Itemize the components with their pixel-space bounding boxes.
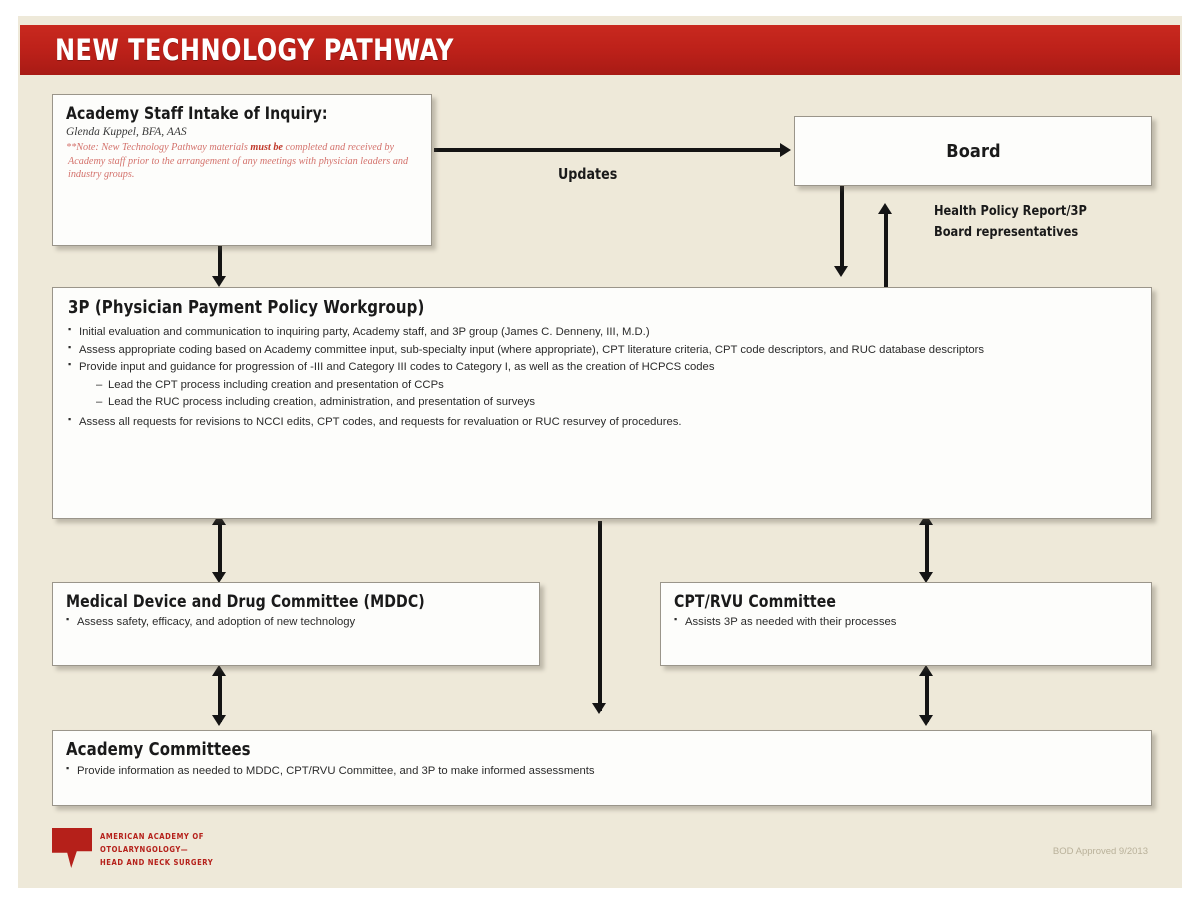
board-title: Board bbox=[946, 141, 1001, 162]
intake-note bbox=[66, 141, 419, 182]
intake-note-bold: must be bbox=[250, 142, 283, 153]
connector-board-to-3p-line bbox=[840, 186, 844, 270]
threep-bullet-2: ▪ Assess appropriate coding based on Academy committee input, sub-specialty input (where appropriate), CPT literature criteria, CPT code descriptors, and RUC database descriptors bbox=[68, 342, 1135, 359]
node-cpt-rvu-committee[interactable] bbox=[660, 582, 1152, 666]
connector-3p-to-academy-line bbox=[598, 521, 602, 711]
connector-3p-to-board-line bbox=[884, 212, 888, 288]
logo-line-3: HEAD AND NECK SURGERY bbox=[100, 858, 214, 868]
node-academy-staff-intake[interactable] bbox=[52, 94, 432, 246]
threep-sub-bullet-1: – Lead the CPT process including creation and presentation of CCPs bbox=[94, 377, 1135, 394]
logo-line-1: AMERICAN ACADEMY OF bbox=[100, 832, 204, 841]
cptrvu-bullet-1: ▪ Assists 3P as needed with their processes bbox=[674, 614, 1139, 631]
threep-bullet-list bbox=[68, 324, 1135, 376]
connector-intake-to-board-arrowhead bbox=[780, 143, 791, 157]
connector-mddc-academy-arrowhead-up bbox=[212, 665, 226, 676]
threep-last-bullet-list bbox=[68, 414, 1135, 431]
academy-committees-bullet-list bbox=[66, 763, 1139, 780]
edge-label-health-policy-line1: Health Policy Report/3P bbox=[934, 203, 1087, 219]
cptrvu-title: CPT/RVU Committee bbox=[674, 592, 837, 611]
edge-label-health-policy-line2: Board representatives bbox=[934, 224, 1079, 240]
intake-title: Academy Staff Intake of Inquiry: bbox=[66, 104, 328, 123]
threep-sub-bullet-list bbox=[94, 377, 1135, 411]
academy-committees-title: Academy Committees bbox=[66, 740, 251, 760]
connector-mddc-academy-arrowhead-down bbox=[212, 715, 226, 726]
logo-line-2: OTOLARYNGOLOGY— bbox=[100, 845, 189, 855]
mddc-title: Medical Device and Drug Committee (MDDC) bbox=[66, 592, 425, 611]
connector-board-to-3p-arrowhead bbox=[834, 266, 848, 277]
mddc-bullet-list bbox=[66, 614, 527, 631]
threep-bullet-1: ▪ Initial evaluation and communication to inquiring party, Academy staff, and 3P group (James C. Denneny, III, M.D.) bbox=[68, 324, 1135, 341]
connector-3p-cptrvu-line bbox=[925, 521, 929, 579]
connector-3p-mddc-line bbox=[218, 521, 222, 579]
threep-bullet-4: ▪ Assess all requests for revisions to NCCI edits, CPT codes, and requests for revaluation or RUC resurvey of procedures. bbox=[68, 414, 1135, 431]
cptrvu-bullet-list bbox=[674, 614, 1139, 631]
connector-intake-to-3p-arrowhead bbox=[212, 276, 226, 287]
logo-wordmark bbox=[100, 830, 213, 869]
threep-title: 3P (Physician Payment Policy Workgroup) bbox=[68, 298, 425, 318]
connector-3p-to-academy-arrowhead bbox=[592, 703, 606, 714]
threep-sub-bullet-2: – Lead the RUC process including creation, administration, and presentation of surveys bbox=[94, 394, 1135, 411]
node-board[interactable] bbox=[794, 116, 1152, 186]
intake-note-prefix: **Note: New Technology Pathway materials bbox=[66, 142, 251, 153]
threep-bullet-3: ▪ Provide input and guidance for progression of -III and Category III codes to Category I, as well as the creation of HCPCS codes bbox=[68, 359, 1135, 376]
connector-cptrvu-academy-arrowhead-up bbox=[919, 665, 933, 676]
connector-intake-to-board-line bbox=[434, 148, 786, 152]
intake-staff-name: Glenda Kuppel, BFA, AAS bbox=[66, 126, 187, 138]
mddc-bullet-1: ▪ Assess safety, efficacy, and adoption of new technology bbox=[66, 614, 527, 631]
connector-3p-to-board-arrowhead bbox=[878, 203, 892, 214]
connector-cptrvu-academy-arrowhead-down bbox=[919, 715, 933, 726]
node-academy-committees[interactable] bbox=[52, 730, 1152, 806]
approval-stamp: BOD Approved 9/2013 bbox=[1052, 846, 1148, 857]
node-3p-workgroup[interactable] bbox=[52, 287, 1152, 519]
node-mddc[interactable] bbox=[52, 582, 540, 666]
intake-note-rest: completed and received by Academy staff prior to the arrangement of any meetings with physician leaders and industry groups. bbox=[68, 142, 409, 181]
academy-committees-bullet-1: ▪ Provide information as needed to MDDC, CPT/RVU Committee, and 3P to make informed assessments bbox=[66, 763, 1139, 780]
edge-label-updates: Updates bbox=[558, 165, 618, 183]
page-title: NEW TECHNOLOGY PATHWAY bbox=[55, 33, 454, 67]
